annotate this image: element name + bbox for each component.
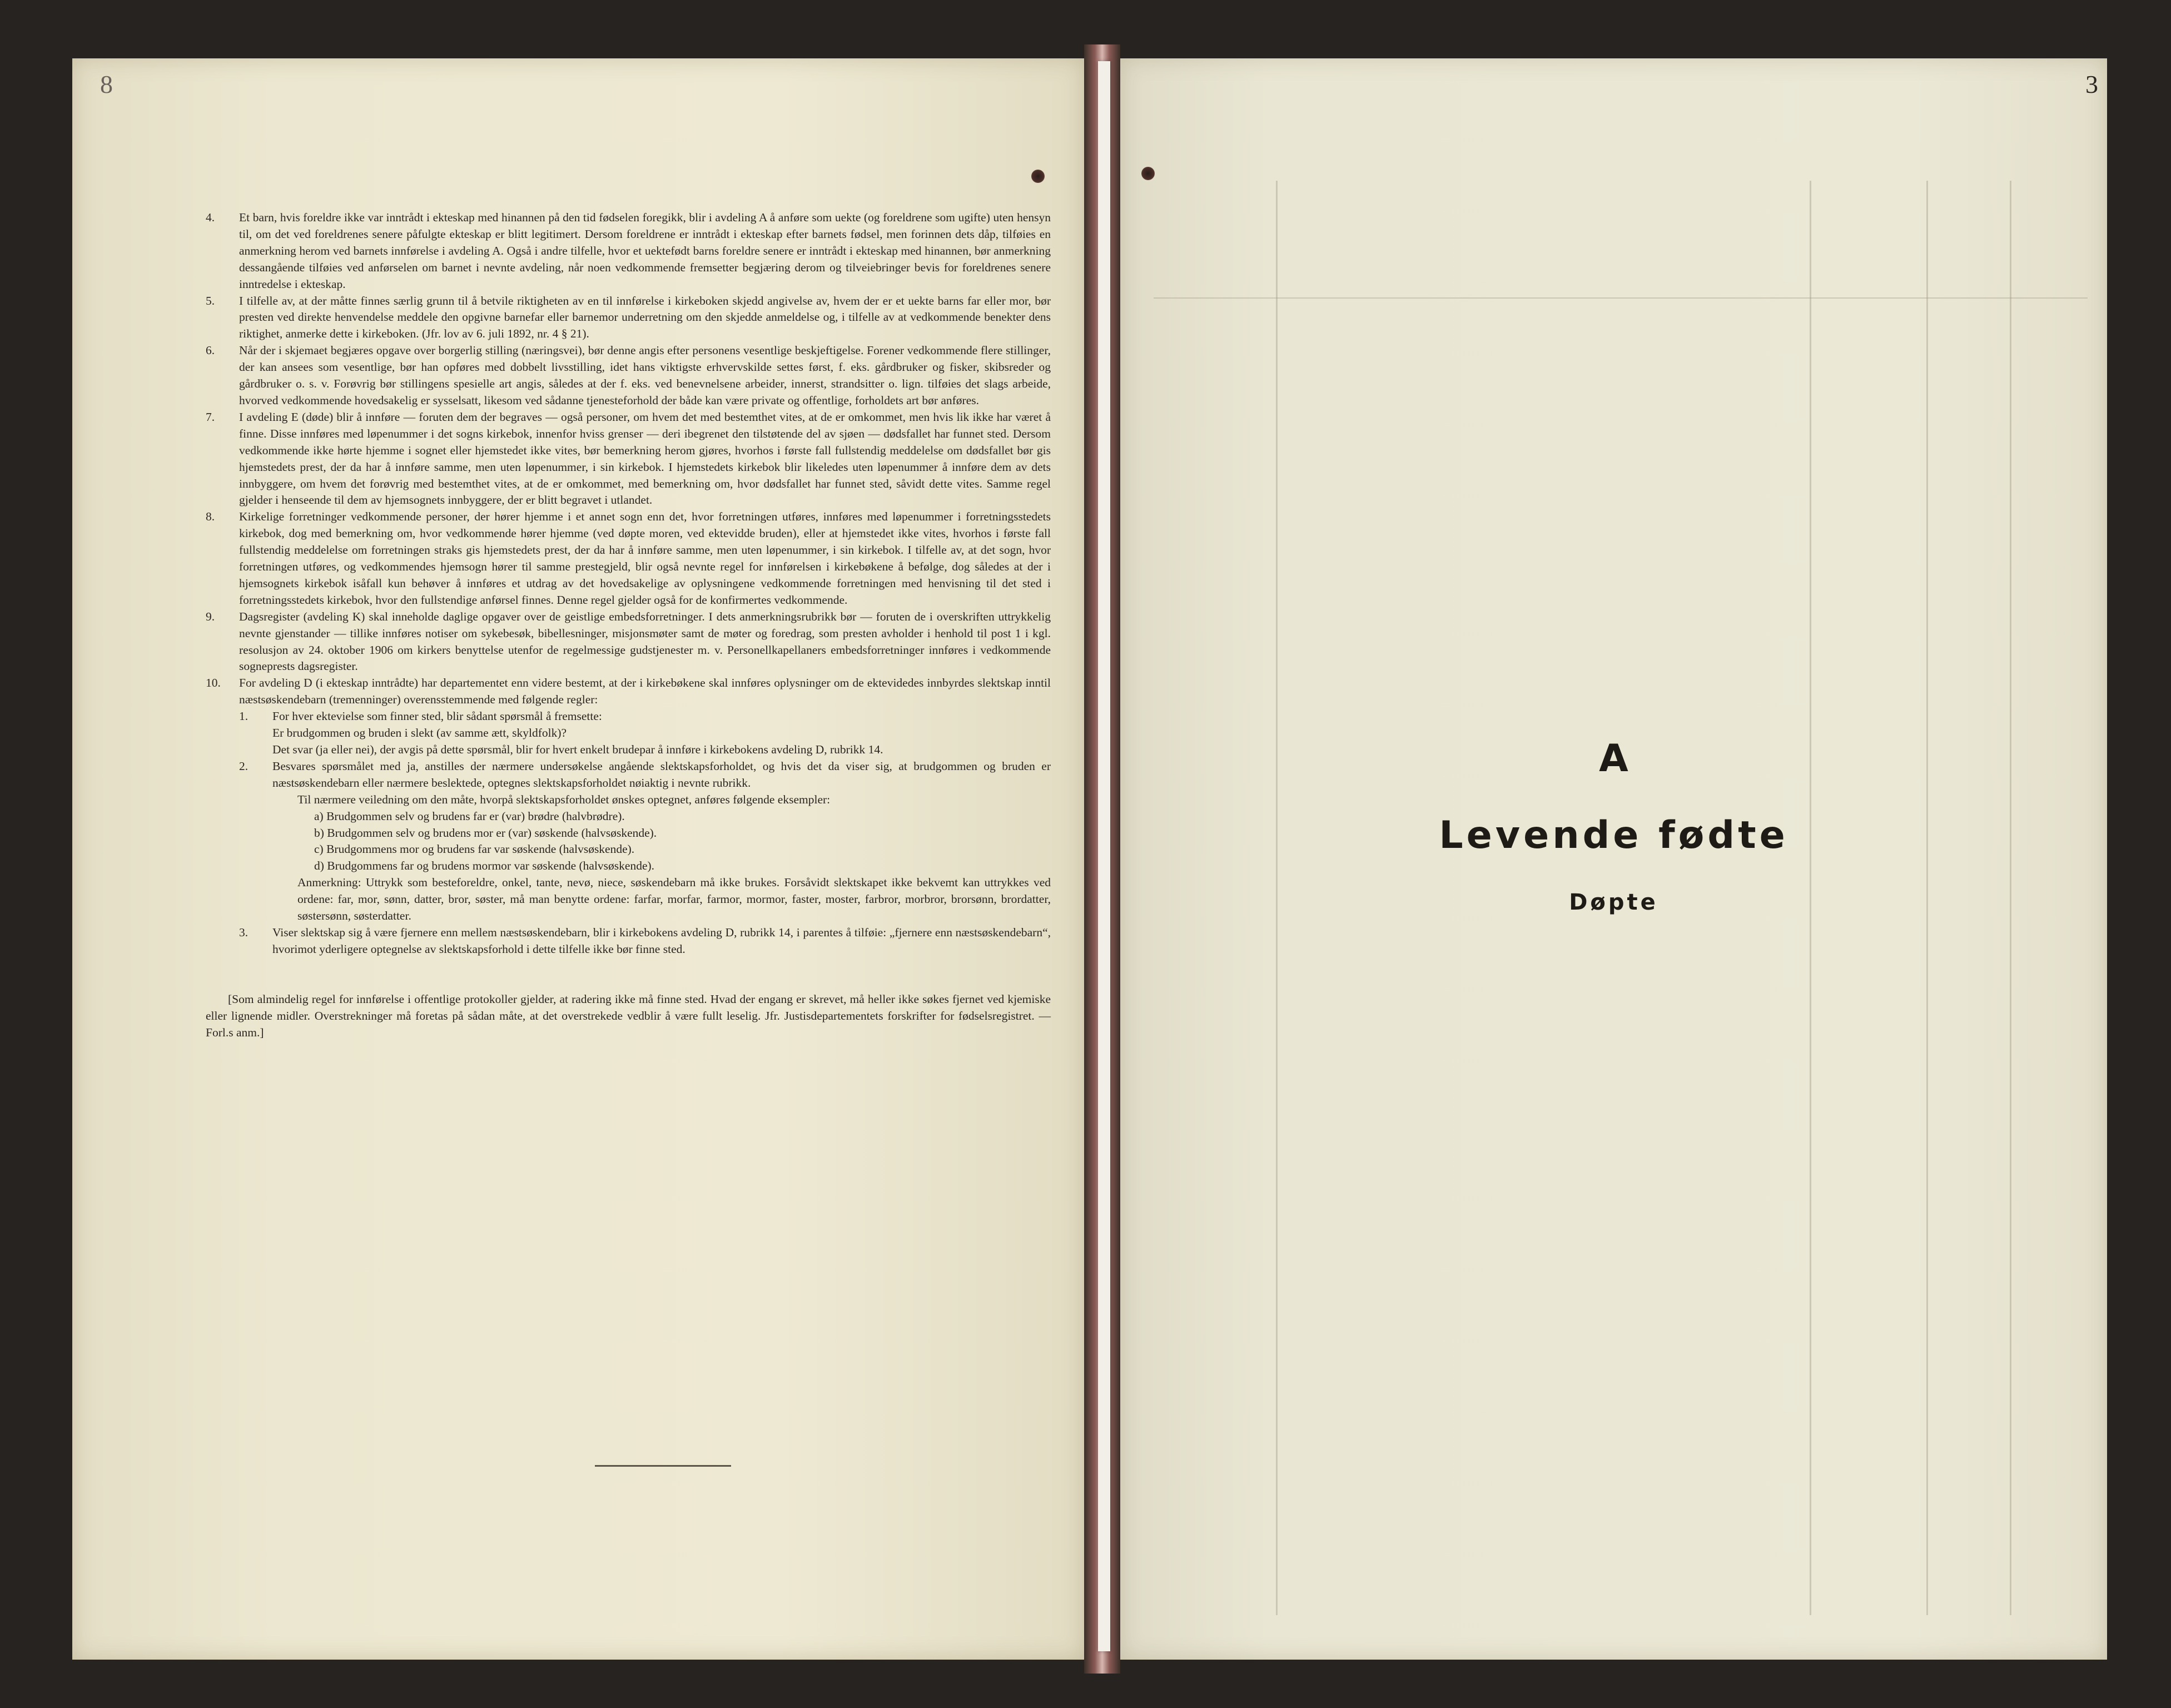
binding-hole-left <box>1031 170 1045 183</box>
rule-2-guide: Til nærmere veiledning om den måte, hvorpå slektskapsforholdet ønskes optegnet, anføres følgende eksempler: <box>297 792 831 806</box>
instruction-item-5: 5. I tilfelle av, at der måtte finnes særlig grunn til å betvile riktigheten av en til innførelse i kirkeboken skjedd angivelse av, hvem der er et uekte barns far eller mor, bør presten ved direkte henvendelse meddele den opgivne barnefar eller barnemor underretning om den skjedde anmeldelse og, i tilfelle av at vedkommende benekter dens riktighet, anmerke dette i kirkeboken. (Jfr. lov av 6. juli 1892, nr. 4 § 21). <box>206 294 1051 341</box>
editor-note: [Som almindelig regel for innførelse i offentlige protokoller gjelder, at radering ikke må finne sted. Hvad der engang er skrevet, må heller ikke søkes fjernet ved kjemiske eller lignende midler. Overstrekninger må foretas på sådan måte, at det overstrekede vedblir å være fullt leselig. Jfr. Justisdepartementets forskrifter for fødselsregistret. — Forl.s anm.] <box>206 992 1051 1039</box>
rule-2-note: Anmerkning: Uttrykk som besteforeldre, onkel, tante, nevø, niece, søskendebarn må ikke brukes. Forsåvidt slektskapet ikke bekvemt kan uttrykkes ved ordene: far, mor, sønn, datter, bror, søster, må man benytte ordene: farfar, morfar, farmor, mormor, faster, moster, farbror, morbror, brorsønn, brordatter, søstersønn, søsterdatter. <box>297 876 1051 923</box>
rule-3: 3. Viser slektskap sig å være fjernere enn mellem næstsøskendebarn, blir i kirkebokens avdeling D, rubrikk 14, i parentes å tilføie: „fjernere enn næstsøskendebarn“, hvorimot yderligere optegnelse av slektskapsforhold i dette tilfelle ikke bør finne sted. <box>239 925 1051 956</box>
page-edge <box>1098 61 1110 1651</box>
page-number-left: 8 <box>100 70 113 98</box>
rule-1-answer: Det svar (ja eller nei), der avgis på dette spørsmål, blir for hvert enkelt brudepar å innføre i kirkebokens avdeling D, rubrikk 14. <box>272 743 883 756</box>
instruction-item-7: 7. I avdeling E (døde) blir å innføre — foruten dem der begraves — også personer, om hvem det med bestemthet vites, at de er omkommet, men hvis lik ikke har været å finne. Disse innføres med løpenummer i det sogns kirkebok, innenfor hviss grenser — deri ibegrenet den tilstøtende del av sjøen — dødsfallet har funnet sted. Dersom vedkommende ikke hørte hjemme i sognet eller hjemstedet ikke vites, bør bemerkning herom gjøres, hvorhos i første fall fullstendig meddelelse om dødsfallet bør gis hjemstedets prest, der da har å innføre samme, men uten løpenummer, i sin kirkebok. I hjemstedets kirkebok blir likeledes uten løpenummer å innføre dem av dets innbyggere, om hvem det forøvrig med bestemthet vites, at de er omkommet, med bemerkning om, hvor dødsfallet har funnet sted, såvidt dette vites. Samme regel gjelder i henseende til dem av hjemsognets innbyggere, der er blitt begravet i utlandet. <box>206 410 1051 507</box>
example-b: b) Brudgommen selv og brudens mor er (var) søskende (halvsøskende). <box>314 826 657 840</box>
section-subtitle: Døpte <box>1569 890 1658 915</box>
instructions-text <box>206 210 1051 1041</box>
instruction-item-6: 6. Når der i skjemaet begjæres opgave over borgerlig stilling (næringsvei), bør denne angis efter personens vesentlige beskjeftigelse. Forener vedkommende flere stillinger, der kan ansees som vesentlige, bør han opføres med dobbelt livsstilling, idet hans viktigste erhvervskilde settes først, f. eks. gårdbruker og fisker, skibsreder og gårdbruker o. s. v. Forøvrig bør stillingens spesielle art angis, således at der f. eks. ved benevnelsene arbeider, innerst, strandsitter o. lign. tilføies det slags arbeide, hvorved vedkommende hovedsakelig er sysselsatt, likesom ved sådanne tjenesteforhold der både kan være private og offentlige, forholdets art bør anføres. <box>206 344 1051 407</box>
rule-1-question: Er brudgommen og bruden i slekt (av samme ætt, skyldfolk)? <box>272 726 567 740</box>
instruction-item-9: 9. Dagsregister (avdeling K) skal inneholde daglige opgaver over de geistlige embedsforretninger. I dets anmerkningsrubrikk bør — foruten de i overskriften uttrykkelig nevnte gjenstander — tillike innføres notiser om sykebesøk, bibellesninger, misjonsmøter samt de møter og foredrag, som presten avholder i henhold til post 1 i kgl. resolusjon av 24. oktober 1906 om kirkers benyttelse utenfor de regelmessige gudstjenester m. v. Personellkapellaners embedsforretninger innføres i vedkommende sogneprests dagsregister. <box>206 609 1051 673</box>
rule-2: 2. Besvares spørsmålet med ja, anstilles der nærmere undersøkelse angående slektskapsforholdet, og hvis det da viser sig, at brudgommen og bruden er næstsøskendebarn eller nærmere beslektede, optegnes slektskapsforholdet nøiaktig i nevnte rubrikk. <box>239 759 1051 790</box>
instruction-item-8: 8. Kirkelige forretninger vedkommende personer, der hører hjemme i et annet sogn enn det, hvor forretningen utføres, innføres med løpenummer i forretningsstedets kirkebok, dog med bemerkning om, hvor vedkommende hører hjemme (ved døpte moren, ved ektevidde bruden), eller at hjemstedet ikke vites, hvorhos i første fall fullstendig meddelelse om forretningen straks gis hjemstedets prest, der da har å innføre samme, men uten løpenummer, i sin kirkebok. I tilfelle av, at det sogn, hvor forretningen utføres, og vedkommendes hjemsogn hører til samme prestegjeld, blir også nevnte regel for innførelsen i kirkebøkene å befølge, dog således at der i hjemsognets kirkebok isåfall kun behøver å innføres et utdrag av det hovedsakelige av oplysningene vedkommende forretningen med henvisning til det sted i forretningsstedets kirkebok, hvor den fullstendige anførsel finnes. Denne regel gjelder også for de konfirmertes vedkommende. <box>206 510 1051 607</box>
example-d: d) Brudgommens far og brudens mormor var søskende (halvsøskende). <box>314 859 655 873</box>
ghost-row-line <box>1154 297 2088 299</box>
rule-1: 1. For hver ektevielse som finner sted, blir sådant spørsmål å fremsette: <box>239 709 602 723</box>
section-title: Levende fødte <box>1439 813 1789 857</box>
left-page <box>72 58 1084 1660</box>
instruction-item-4: 4. Et barn, hvis foreldre ikke var inntrådt i ekteskap med hinannen på den tid fødselen foregikk, blir i avdeling A å anføre som uekte (og foreldrene som ugifte) uten hensyn til, om det ved foreldrenes senere påfulgte ekteskap er blitt legitimert. Dersom foreldrene er inntrådt i ekteskap efter barnets fødsel, men forinnen dets dåp, tilføies en anmerkning herom ved barnets innførelse i avdeling A. Også i andre tilfelle, hvor et uektefødt barns foreldre senere er inntrådt i ekteskap med hinannen, bør anmerkning dessangående tilføies ved anførselen om barnet i nevnte avdeling, når noen vedkommende fremsetter begjæring derom og tilveiebringer bevis for foreldrenes senere inntredelse i ekteskap. <box>206 211 1051 291</box>
instruction-item-10: 10. For avdeling D (i ekteskap inntrådte) har departementet enn videre bestemt, at der i kirkebøkene skal innføres oplysninger om de ektevidedes innbyrdes slektskap inntil næstsøskendebarn (tremenninger) overensstemmende med følgende regler: <box>206 676 1051 707</box>
example-c: c) Brudgommens mor og brudens far var søskende (halvsøskende). <box>314 842 635 856</box>
example-a: a) Brudgommen selv og brudens far er (var) brødre (halvbrødre). <box>314 809 625 823</box>
end-rule <box>595 1465 731 1467</box>
binding-hole-right <box>1141 167 1155 180</box>
right-page <box>1120 58 2107 1660</box>
page-number-right: 3 <box>2085 70 2098 98</box>
section-letter: A <box>1599 737 1628 781</box>
